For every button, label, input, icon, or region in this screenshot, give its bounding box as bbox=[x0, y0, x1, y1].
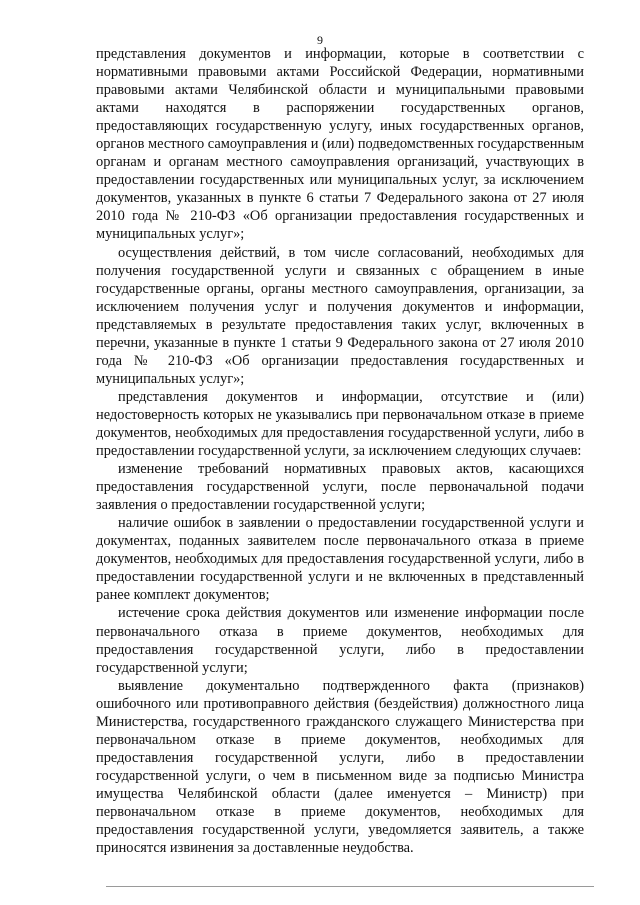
footer-divider bbox=[106, 886, 594, 887]
list-item-erroneous-action: выявление документально подтвержденного факта (признаков) ошибочного или противоправного действия (бездействия) должностного лица Министерства, государственного гражданского служащего Министерства при первоначальном отказе в приеме документов, необходимых для предоставления государственной услуги, либо в предоставлении государственной услуги, о чем в письменном виде за подписью Министра имущества Челябинской области (далее именуется – Министр) при первоначальном отказе в приеме документов, необходимых для предоставления государственной услуги, уведомляется заявитель, а также приносятся извинения за доставленные неудобства. bbox=[96, 677, 584, 857]
list-item-application-errors: наличие ошибок в заявлении о предоставлении государственной услуги и документах, поданных заявителем после первоначального отказа в приеме документов, необходимых для предоставления государственной услуги, либо в предоставлении государственной услуги и не включенных в представленный ранее комплект документов; bbox=[96, 515, 584, 604]
paragraph-documents-submission: представления документов и информации, которые в соответствии с нормативными правовыми актами Российской Федерации, нормативными правовыми актами Челябинской области и муниципальными правовыми актами находятся в распоряжении государственных органов, предоставляющих государственную услугу, иных государственных органов, органов местного самоуправления и (или) подведомственных государственным органам и органам местного самоуправления организаций, участвующих в предоставлении государственных или муниципальных услуг, за исключением документов, указанных в пункте 6 статьи 7 Федерального закона от 27 июля 2010 года № 210-ФЗ «Об организации предоставления государственных и муниципальных услуг»; bbox=[96, 46, 584, 243]
page-number: 9 bbox=[317, 33, 323, 47]
paragraph-actions-approvals: осуществления действий, в том числе согласований, необходимых для получения государственной услуги и связанных с обращением в иные государственные органы, органы местного самоуправления, организации, за исключением получения услуг и получения документов и информации, представляемых в результате предоставления таких услуг, включенных в перечни, указанные в пункте 1 статьи 9 Федерального закона от 27 июля 2010 года № 210-ФЗ «Об организации предоставления государственных и муниципальных услуг»; bbox=[96, 244, 584, 387]
list-item-requirements-change: изменение требований нормативных правовых актов, касающихся предоставления государственной услуги, после первоначальной подачи заявления о предоставлении государственной услуги; bbox=[96, 461, 584, 514]
list-item-document-expiry: истечение срока действия документов или изменение информации после первоначального отказа в приеме документов, необходимых для предоставления государственной услуги, либо в предоставлении государственной услуги; bbox=[96, 605, 584, 676]
paragraph-missing-documents: представления документов и информации, отсутствие и (или) недостоверность которых не указывались при первоначальном отказе в приеме документов, необходимых для предоставления государственной услуги, либо в предоставлении государственной услуги, за исключением следующих случаев: bbox=[96, 388, 584, 460]
document-body bbox=[96, 45, 584, 857]
